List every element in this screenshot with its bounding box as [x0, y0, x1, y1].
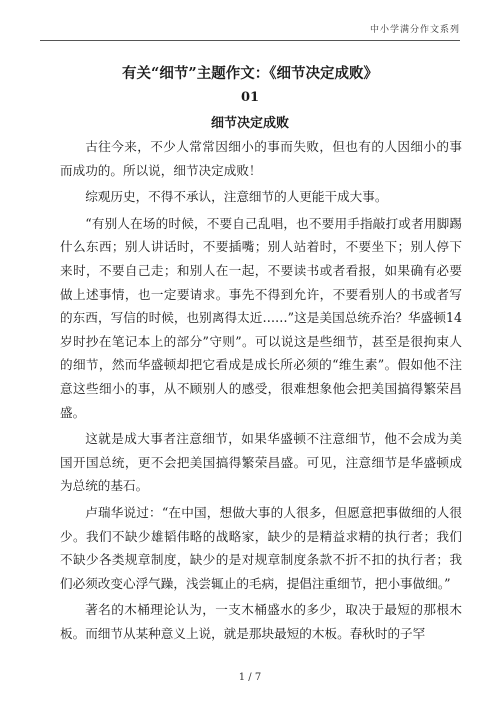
paragraph: 综观历史，不得不承认，注意细节的人更能干成大事。 [85, 189, 388, 205]
header-divider [40, 40, 460, 41]
section-title: 细节决定成败 [210, 116, 289, 131]
paragraph: 卢瑞华说过：“在中国，想做大事的人很多，但愿意把事做细的人很少。我们不缺少雄韬伟略的战略家，缺少的是精益求精的执行者；我们不缺少各类规章制度，缺少的是对规章制度条款不折不扣的执行者；我们必须改变心浮气躁，浅尝辄止的毛病，提倡注重细节，把小事做细。” [60, 504, 462, 591]
page-number: 1 / 7 [238, 672, 262, 683]
section-number: 01 [240, 90, 260, 105]
paragraph: 古往今来，不少人常常因细小的事而失败，但也有的人因细小的事而成功的。所以说，细节决定成败！ [60, 139, 462, 178]
paragraph: 著名的木桶理论认为，一支木桶盛水的多少，取决于最短的那根木板。而细节从某种意义上说，就是那块最短的木板。春秋时的子罕 [60, 602, 462, 641]
article-body [60, 135, 462, 648]
paragraph: “有别人在场的时候，不要自己乱唱，也不要用手指敲打或者用脚踢什么东西；别人讲话时，不要插嘴；别人站着时，不要坐下；别人停下来时，不要自己走；和别人在一起，不要读书或者看报，如果确有必要做上述事情，也一定要请求。事先不得到允许，不要看别人的书或者写的东西，写信的时候，也别离得太近……”这是美国总统乔治？华盛顿14岁时抄在笔记本上的部分”守则”。可以说这是些细节，甚至是很拘束人的细节，然而华盛顿却把它看成是成长所必须的“维生素”。假如他不注意这些细小的事，从不顾别人的感受，很难想象他会把美国搞得繁荣昌盛。 [60, 215, 462, 420]
paragraph: 这就是成大事者注意细节，如果华盛顿不注意细节，他不会成为美国开国总统，更不会把美国搞得繁荣昌盛。可见，注意细节是华盛顿成为总统的基石。 [60, 431, 462, 494]
document-title: 有关“细节”主题作文：《细节决定成败》 [122, 65, 378, 82]
header-series: 中小学满分作文系列 [369, 25, 460, 35]
